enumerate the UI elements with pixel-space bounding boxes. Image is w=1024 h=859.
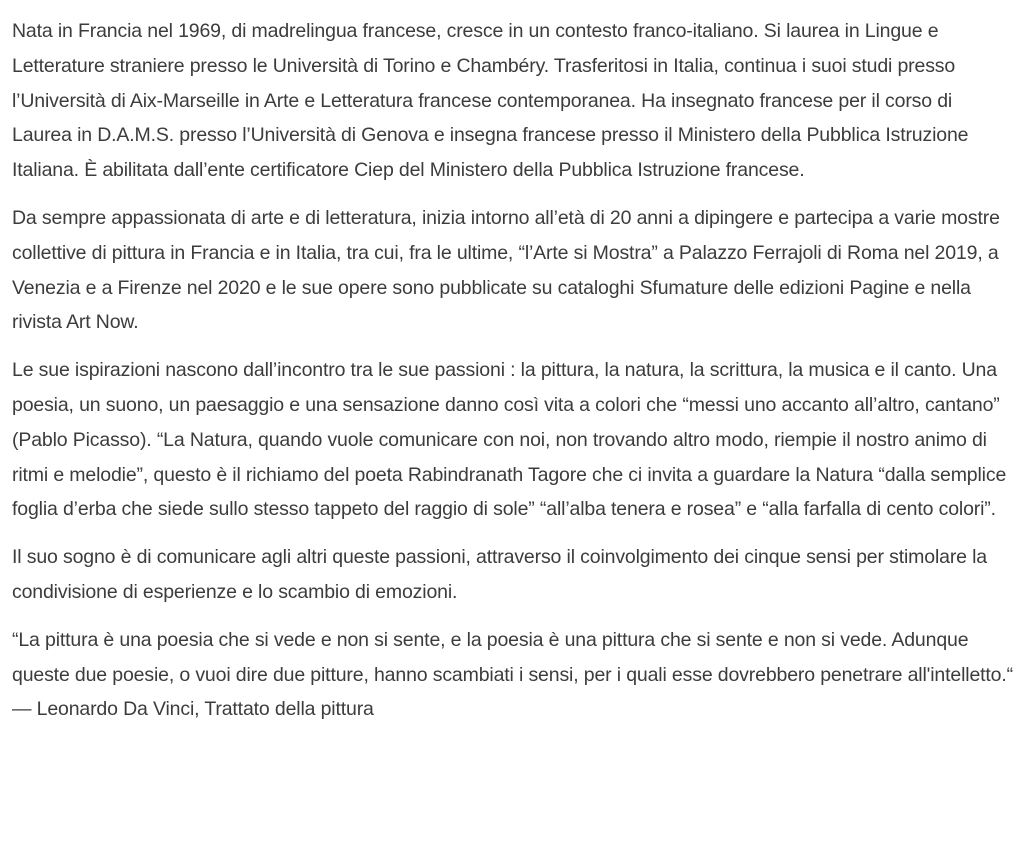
quote-paragraph: “La pittura è una poesia che si vede e non si sente, e la poesia è una pittura che si sente e non si vede. Adunque queste due poesie, o vuoi dire due pitture, hanno scambiati i sensi, per i quali esse dovrebbero penetrare all'intelletto.“ — Leonardo Da Vinci, Trattato della pittura bbox=[12, 628, 1013, 721]
inspiration-paragraph: Le sue ispirazioni nascono dall’incontro tra le sue passioni : la pittura, la natura, la scrittura, la musica e il canto. Una poesia, un suono, un paesaggio e una sensazione danno così vita a colori che “messi uno accanto all’altro, cantano” (Pablo Picasso). “La Natura, quando vuole comunicare con noi, non trovando altro modo, riempie il nostro animo di ritmi e melodie”, questo è il richiamo del poeta Rabindranath Tagore che ci invita a guardare la Natura “dalla semplice foglia d’erba che siede sullo stesso tappeto del raggio di sole” “all’alba tenera e rosea” e “alla farfalla di cento colori”. bbox=[12, 359, 1007, 521]
art-career-paragraph: Da sempre appassionata di arte e di letteratura, inizia intorno all’età di 20 anni a dipingere e partecipa a varie mostre collettive di pittura in Francia e in Italia, tra cui, fra le ultime, “l’Arte si Mostra” a Palazzo Ferrajoli di Roma nel 2019, a Venezia e a Firenze nel 2020 e le sue opere sono pubblicate su cataloghi Sfumature delle edizioni Pagine e nella rivista Art Now. bbox=[12, 206, 1000, 334]
dream-paragraph: Il suo sogno è di comunicare agli altri queste passioni, attraverso il coinvolgimento dei cinque sensi per stimolare la condivisione di esperienze e lo scambio di emozioni. bbox=[12, 546, 988, 603]
article-body bbox=[12, 14, 1017, 740]
bio-paragraph: Nata in Francia nel 1969, di madrelingua francese, cresce in un contesto franco-italiano. Si laurea in Lingue e Letterature straniere presso le Università di Torino e Chambéry. Trasferitosi in Italia, continua i suoi studi presso l’Università di Aix-Marseille in Arte e Letteratura francese contemporanea. Ha insegnato francese per il corso di Laurea in D.A.M.S. presso l’Università di Genova e insegna francese presso il Ministero della Pubblica Istruzione Italiana. È abilitata dall’ente certificatore Ciep del Ministero della Pubblica Istruzione francese. bbox=[12, 20, 969, 182]
